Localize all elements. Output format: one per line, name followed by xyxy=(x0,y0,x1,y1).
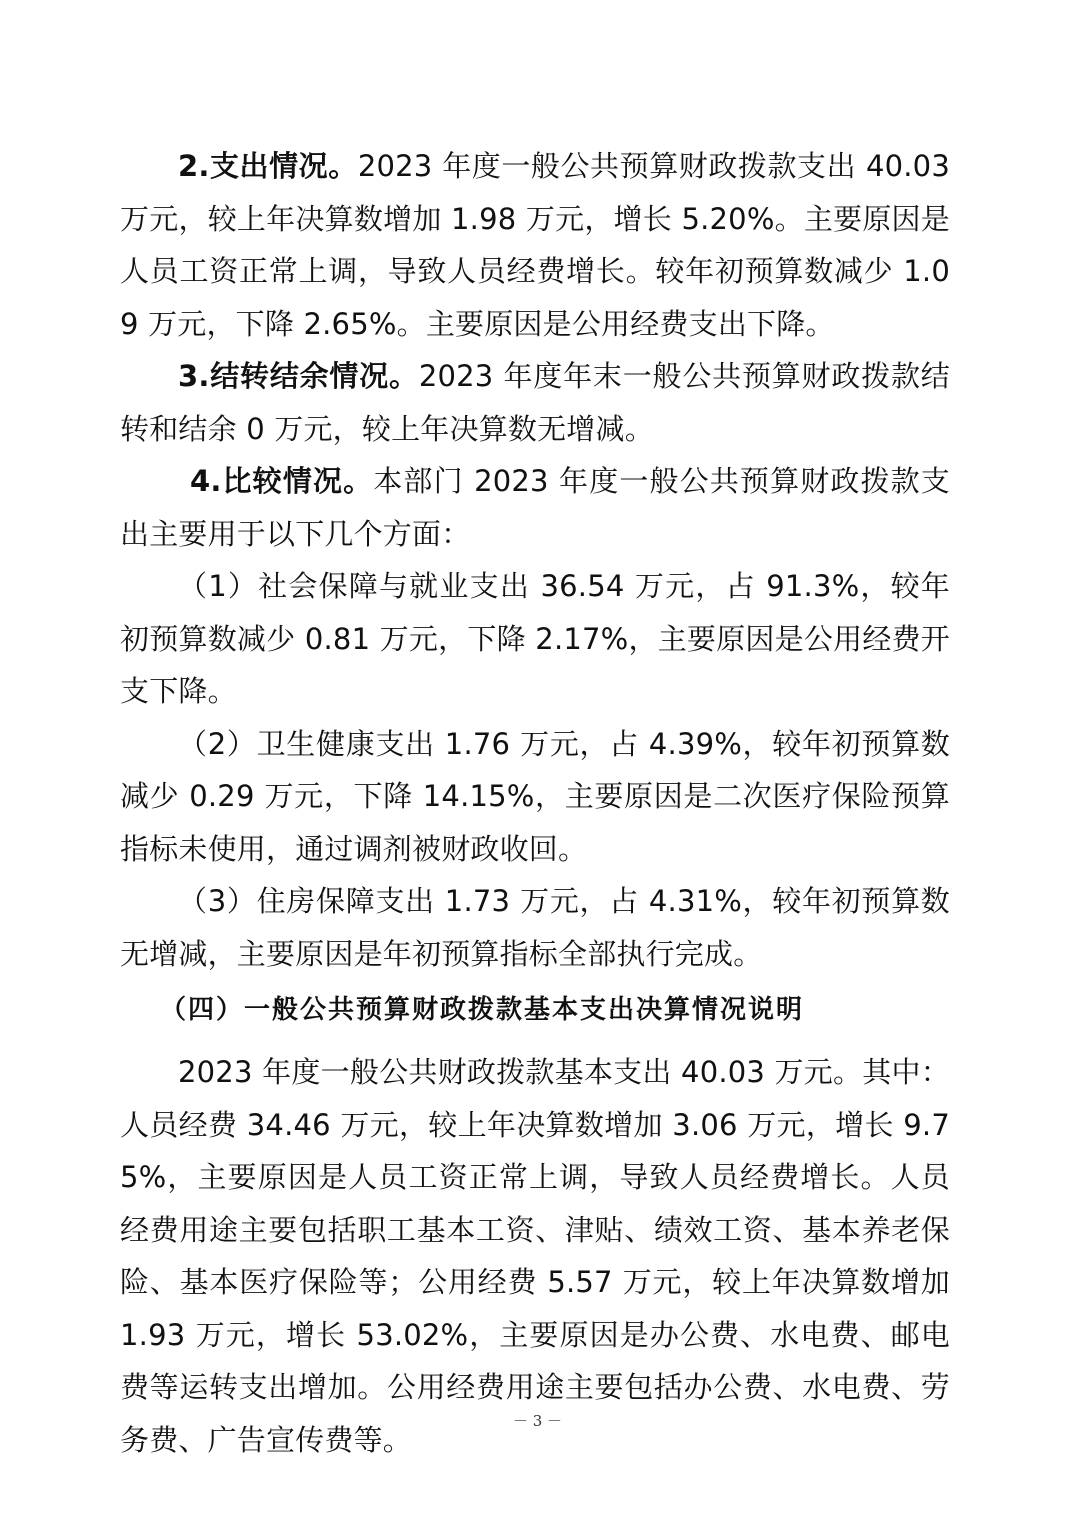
paragraph-lead: 3.结转结余情况。 xyxy=(178,359,419,393)
paragraph-text: 2023 年度年末一般公共预算财政拨款结转和结余 0 万元，较上年决算数无增减。 xyxy=(120,359,950,446)
paragraph-item-housing: （3）住房保障支出 1.73 万元，占 4.31%，较年初预算数无增减，主要原因是年初预算指标全部执行完成。 xyxy=(120,884,950,971)
paragraph-comparison xyxy=(120,455,950,560)
page-number: － 3 － xyxy=(512,1412,563,1430)
document-body xyxy=(120,140,950,1466)
paragraph-text: 本部门 2023 年度一般公共预算财政拨款支出主要用于以下几个方面： xyxy=(120,464,950,551)
paragraph-item-social-security: （1）社会保障与就业支出 36.54 万元，占 91.3%，较年初预算数减少 0.81 万元，下降 2.17%，主要原因是公用经费开支下降。 xyxy=(120,569,950,708)
section-heading: （四）一般公共预算财政拨款基本支出决算情况说明 xyxy=(160,995,805,1025)
paragraph-lead: 4.比较情况。 xyxy=(190,464,374,498)
paragraph-lead: 2.支出情况。 xyxy=(178,149,358,183)
paragraph-expenditure xyxy=(120,140,950,350)
paragraph-item-health: （2）卫生健康支出 1.76 万元，占 4.39%，较年初预算数减少 0.29 万元，下降 14.15%，主要原因是二次医疗保险预算指标未使用，通过调剂被财政收回。 xyxy=(120,726,950,866)
paragraph-carryover xyxy=(120,350,950,455)
paragraph-text: 2023 年度一般公共预算财政拨款支出 40.03 万元，较上年决算数增加 1.98 万元，增长 5.20%。主要原因是人员工资正常上调，导致人员经费增长。较年初预算数减少 1.09 万元，下降 2.65%。主要原因是公用经费支出下降。 xyxy=(120,149,950,341)
paragraph-basic-expenditure: 2023 年度一般公共财政拨款基本支出 40.03 万元。其中：人员经费 34.46 万元，较上年决算数增加 3.06 万元，增长 9.75%，主要原因是人员工资正常上调，导致人员经费增长。人员经费用途主要包括职工基本工资、津贴、绩效工资、基本养老保险、基本医疗保险等；公用经费 5.57 万元，较上年决算数增加 1.93 万元，增长 53.02%，主要原因是办公费、水电费、邮电费等运转支出增加。公用经费用途主要包括办公费、水电费、劳务费、广告宣传费等。 xyxy=(120,1055,950,1457)
